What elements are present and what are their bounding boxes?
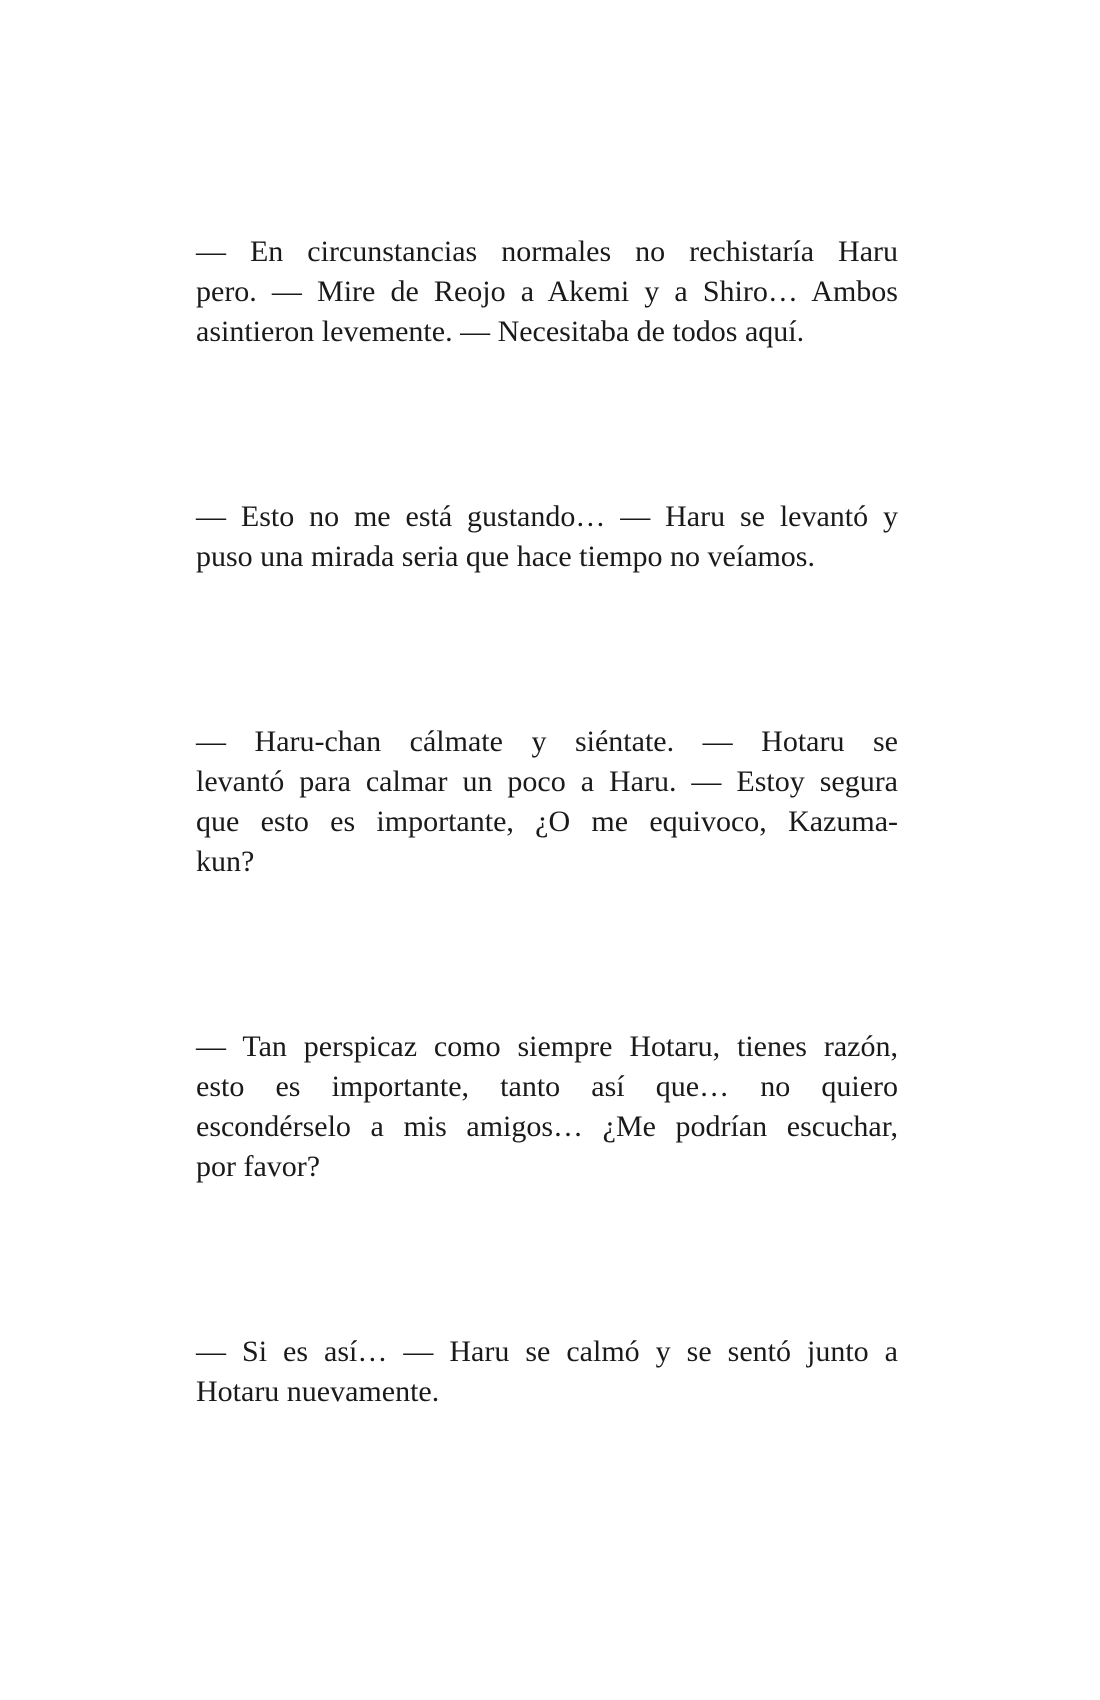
text-line: esto es importante, tanto así que… no quiero	[196, 1070, 898, 1103]
text-line: levantó para calmar un poco a Haru. — Estoy segura	[196, 765, 898, 798]
paragraph-4	[196, 1027, 898, 1187]
paragraph-2	[196, 497, 898, 577]
text-line: — Esto no me está gustando… — Haru se levantó y	[196, 500, 898, 533]
text-line: kun?	[196, 845, 255, 878]
text-line: por favor?	[196, 1150, 321, 1183]
text-line: escondérselo a mis amigos… ¿Me podrían escuchar,	[196, 1110, 898, 1143]
text-line: asintieron levemente. — Necesitaba de todos aquí.	[196, 315, 805, 348]
text-line: — Tan perspicaz como siempre Hotaru, tienes razón,	[196, 1030, 898, 1063]
text-line: — Si es así… — Haru se calmó y se sentó junto a	[196, 1335, 898, 1368]
text-line: — Haru-chan cálmate y siéntate. — Hotaru se	[196, 725, 898, 758]
paragraph-5	[196, 1332, 898, 1412]
text-line: puso una mirada seria que hace tiempo no veíamos.	[196, 540, 815, 573]
paragraph-1	[196, 232, 898, 352]
text-line: — En circunstancias normales no rechistaría Haru	[196, 235, 898, 268]
text-line: pero. — Mire de Reojo a Akemi y a Shiro… Ambos	[196, 275, 898, 308]
text-line: Hotaru nuevamente.	[196, 1375, 440, 1408]
paragraph-3	[196, 722, 898, 882]
text-line: que esto es importante, ¿O me equivoco, Kazuma-	[196, 805, 898, 838]
